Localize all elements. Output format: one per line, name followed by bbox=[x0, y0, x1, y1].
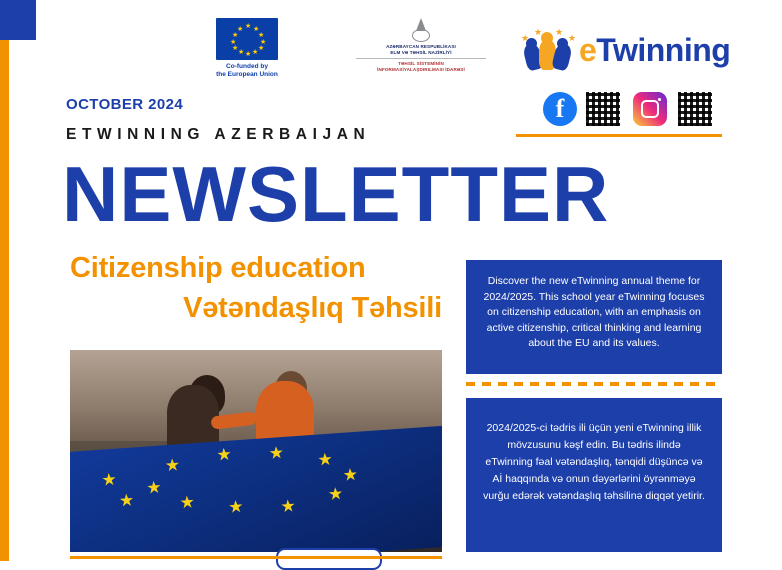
etwinning-figures-icon: ★ ★ ★ ★ bbox=[521, 28, 575, 72]
headline-azerbaijani: Vətəndaşlıq Təhsili bbox=[183, 292, 442, 324]
eu-flag-logo bbox=[187, 18, 307, 79]
azerbaijan-ministry-logo bbox=[341, 16, 501, 73]
issue-date: OCTOBER 2024 bbox=[66, 96, 184, 113]
social-row bbox=[538, 90, 723, 130]
eu-logo-caption: Co-funded by the European Union bbox=[216, 63, 278, 78]
qr-code-instagram-icon[interactable] bbox=[678, 92, 712, 126]
ministry-line-2: ELM VƏ TƏHSİL NAZİRLİYİ bbox=[390, 50, 452, 55]
qr-code-facebook-icon[interactable] bbox=[586, 92, 620, 126]
page-title: NEWSLETTER bbox=[62, 150, 610, 238]
etwinning-wordmark-rest: Twinning bbox=[596, 32, 731, 68]
photo-eu-flag: ★ ★ ★ ★ ★ ★ ★ ★ ★ ★ ★ ★ bbox=[70, 425, 442, 552]
photo-caption-chip bbox=[276, 548, 382, 570]
panel-dotted-divider bbox=[466, 382, 722, 386]
facebook-icon[interactable]: f bbox=[543, 92, 577, 126]
cover-photo bbox=[70, 350, 442, 552]
eu-flag-icon: ★ ★ ★ ★ ★ ★ ★ ★ ★ ★ ★ ★ bbox=[216, 18, 278, 60]
ministry-line-1: AZƏRBAYCAN RESPUBLİKASI bbox=[386, 44, 456, 49]
etwinning-logo bbox=[491, 22, 741, 78]
etwinning-wordmark-e: e bbox=[579, 32, 597, 68]
logo-row bbox=[36, 14, 766, 86]
headline-english: Citizenship education bbox=[70, 252, 366, 284]
ministry-line-4: İNFORMASİYALAŞDIRILMASI İDARƏSİ bbox=[377, 67, 465, 72]
panel-english-text: Discover the new eTwinning annual theme for 2024/2025. This school year eTwinning focuses on citizenship education, with an emphasis on active citizenship, critical thinking and learning about the EU and its values. bbox=[466, 260, 722, 374]
etwinning-wordmark bbox=[579, 32, 730, 69]
instagram-icon[interactable] bbox=[633, 92, 667, 126]
ministry-line-3: TƏHSİL SİSTEMİNİN bbox=[398, 61, 444, 66]
ministry-separator bbox=[356, 58, 486, 59]
panel-azerbaijani-text: 2024/2025-ci tədris ili üçün yeni eTwinning illik mövzusunu kəşf edin. Bu tədris ilində eTwinning fəal vətəndaşlıq, tənqidi düşüncə və Aİ haqqında və onun dəyərlərini öyrənməyə vurğu edərək vətəndaşlıq təhsilinə diqqət yetirir. bbox=[466, 398, 722, 552]
brand-line: ETWINNING AZERBAIJAN bbox=[66, 126, 371, 143]
photo-person-1 bbox=[167, 385, 219, 447]
ministry-crest-icon bbox=[410, 16, 432, 42]
corner-accent-block bbox=[0, 0, 36, 40]
left-accent-bar bbox=[0, 40, 9, 561]
social-underline bbox=[516, 134, 722, 137]
bottom-accent-rule bbox=[70, 556, 442, 559]
